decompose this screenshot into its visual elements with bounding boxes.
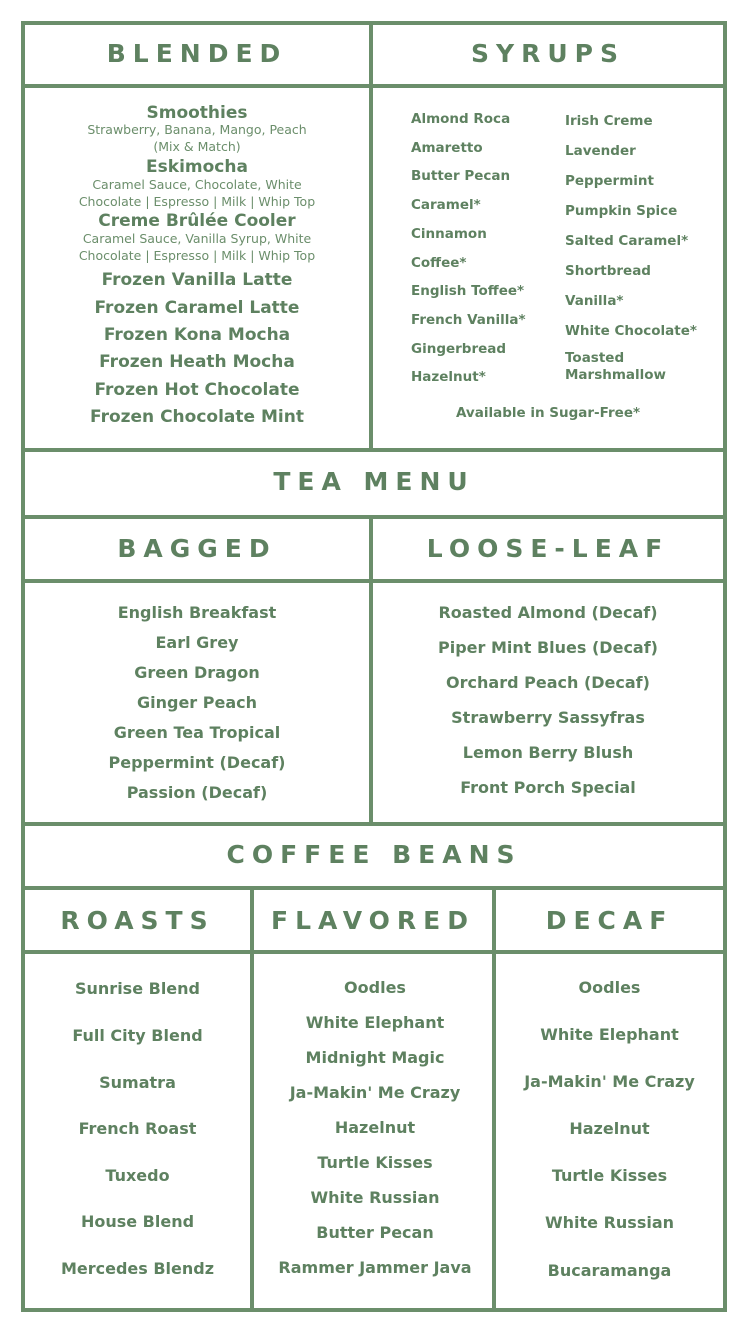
sugar-free-note: Available in Sugar-Free*	[455, 405, 641, 421]
decaf-item: Ja-Makin' Me Crazy	[524, 1072, 695, 1091]
divider	[25, 822, 723, 826]
syrup-item: White Chocolate*	[565, 323, 697, 339]
syrup-item: Lavender	[565, 143, 636, 159]
syrup-item: Coffee*	[411, 255, 467, 271]
syrup-item: Hazelnut*	[411, 369, 486, 385]
creme-brulee-desc: Chocolate | Espresso | Milk | Whip Top	[78, 248, 316, 263]
divider	[25, 579, 723, 583]
divider	[25, 84, 723, 88]
tea-item: Green Tea Tropical	[113, 723, 281, 742]
blended-item: Frozen Hot Chocolate	[94, 380, 300, 400]
flavored-item: Midnight Magic	[305, 1048, 445, 1067]
tea-item: English Breakfast	[117, 603, 277, 622]
syrup-item: English Toffee*	[411, 283, 525, 299]
divider	[25, 950, 723, 954]
roast-item: Tuxedo	[105, 1166, 170, 1185]
smoothies-desc: (Mix & Match)	[153, 139, 241, 154]
syrup-item: Cinnamon	[411, 226, 487, 242]
creme-brulee-desc: Caramel Sauce, Vanilla Syrup, White	[82, 231, 312, 246]
flavored-item: Ja-Makin' Me Crazy	[289, 1083, 461, 1102]
syrup-item: Shortbread	[565, 263, 651, 279]
roast-item: Full City Blend	[72, 1026, 203, 1045]
flavored-item: White Elephant	[305, 1013, 445, 1032]
tea-item: Earl Grey	[155, 633, 239, 652]
syrup-item: Butter Pecan	[411, 168, 511, 184]
tea-item: Orchard Peach (Decaf)	[446, 673, 650, 692]
roast-item: House Blend	[80, 1212, 195, 1231]
coffee-beans-header: COFFEE BEANS	[226, 840, 522, 869]
roasts-header: ROASTS	[60, 906, 215, 935]
divider	[25, 515, 723, 519]
tea-menu-header: TEA MENU	[273, 467, 475, 496]
creme-brulee-title: Creme Brûlée Cooler	[98, 211, 296, 231]
decaf-item: White Russian	[544, 1213, 675, 1232]
eskimocha-desc: Caramel Sauce, Chocolate, White	[92, 177, 302, 192]
blended-header: BLENDED	[106, 39, 288, 68]
syrup-item: Marshmallow	[565, 367, 667, 383]
divider	[369, 25, 373, 452]
blended-item: Frozen Chocolate Mint	[90, 407, 304, 427]
tea-item: Peppermint (Decaf)	[108, 753, 286, 772]
flavored-item: Turtle Kisses	[317, 1153, 433, 1172]
smoothies-desc: Strawberry, Banana, Mango, Peach	[87, 122, 307, 137]
syrup-item: Vanilla*	[565, 293, 624, 309]
syrup-item: Almond Roca	[411, 111, 511, 127]
roast-item: French Roast	[78, 1119, 197, 1138]
tea-item: Roasted Almond (Decaf)	[438, 603, 658, 622]
decaf-item: Bucaramanga	[547, 1261, 672, 1280]
syrup-item: Caramel*	[411, 197, 481, 213]
smoothies-title: Smoothies	[146, 103, 248, 123]
flavored-item: Hazelnut	[334, 1118, 416, 1137]
eskimocha-desc: Chocolate | Espresso | Milk | Whip Top	[78, 194, 316, 209]
bagged-header: BAGGED	[117, 534, 277, 563]
tea-item: Front Porch Special	[460, 778, 636, 797]
flavored-item: Rammer Jammer Java	[278, 1258, 472, 1277]
syrup-item: Salted Caramel*	[565, 233, 689, 249]
loose-leaf-header: LOOSE-LEAF	[426, 534, 670, 563]
tea-item: Green Dragon	[134, 663, 260, 682]
decaf-item: Oodles	[578, 978, 641, 997]
syrup-item: Amaretto	[411, 140, 483, 156]
decaf-item: White Elephant	[540, 1025, 679, 1044]
divider	[25, 886, 723, 890]
syrup-item: Peppermint	[565, 173, 654, 189]
flavored-item: Oodles	[344, 978, 406, 997]
syrup-item: Pumpkin Spice	[565, 203, 678, 219]
divider	[25, 448, 723, 452]
blended-item: Frozen Kona Mocha	[103, 325, 291, 345]
flavored-header: FLAVORED	[271, 906, 475, 935]
tea-item: Strawberry Sassyfras	[451, 708, 645, 727]
decaf-item: Hazelnut	[569, 1119, 650, 1138]
blended-item: Frozen Heath Mocha	[99, 352, 295, 372]
syrup-item: Gingerbread	[411, 341, 507, 357]
tea-item: Piper Mint Blues (Decaf)	[437, 638, 658, 657]
roast-item: Sunrise Blend	[75, 979, 200, 998]
roast-item: Sumatra	[99, 1073, 176, 1092]
roast-item: Mercedes Blendz	[60, 1259, 215, 1278]
flavored-item: Butter Pecan	[316, 1223, 434, 1242]
syrups-header: SYRUPS	[471, 39, 625, 68]
flavored-item: White Russian	[310, 1188, 440, 1207]
decaf-header: DECAF	[545, 906, 674, 935]
syrup-item: Toasted	[565, 350, 625, 366]
syrup-item: French Vanilla*	[411, 312, 526, 328]
tea-item: Lemon Berry Blush	[462, 743, 634, 762]
blended-item: Frozen Vanilla Latte	[101, 270, 293, 290]
tea-item: Passion (Decaf)	[126, 783, 268, 802]
tea-item: Ginger Peach	[136, 693, 258, 712]
syrup-item: Irish Creme	[565, 113, 653, 129]
eskimocha-title: Eskimocha	[146, 157, 248, 177]
decaf-item: Turtle Kisses	[551, 1166, 668, 1185]
blended-item: Frozen Caramel Latte	[94, 298, 300, 318]
